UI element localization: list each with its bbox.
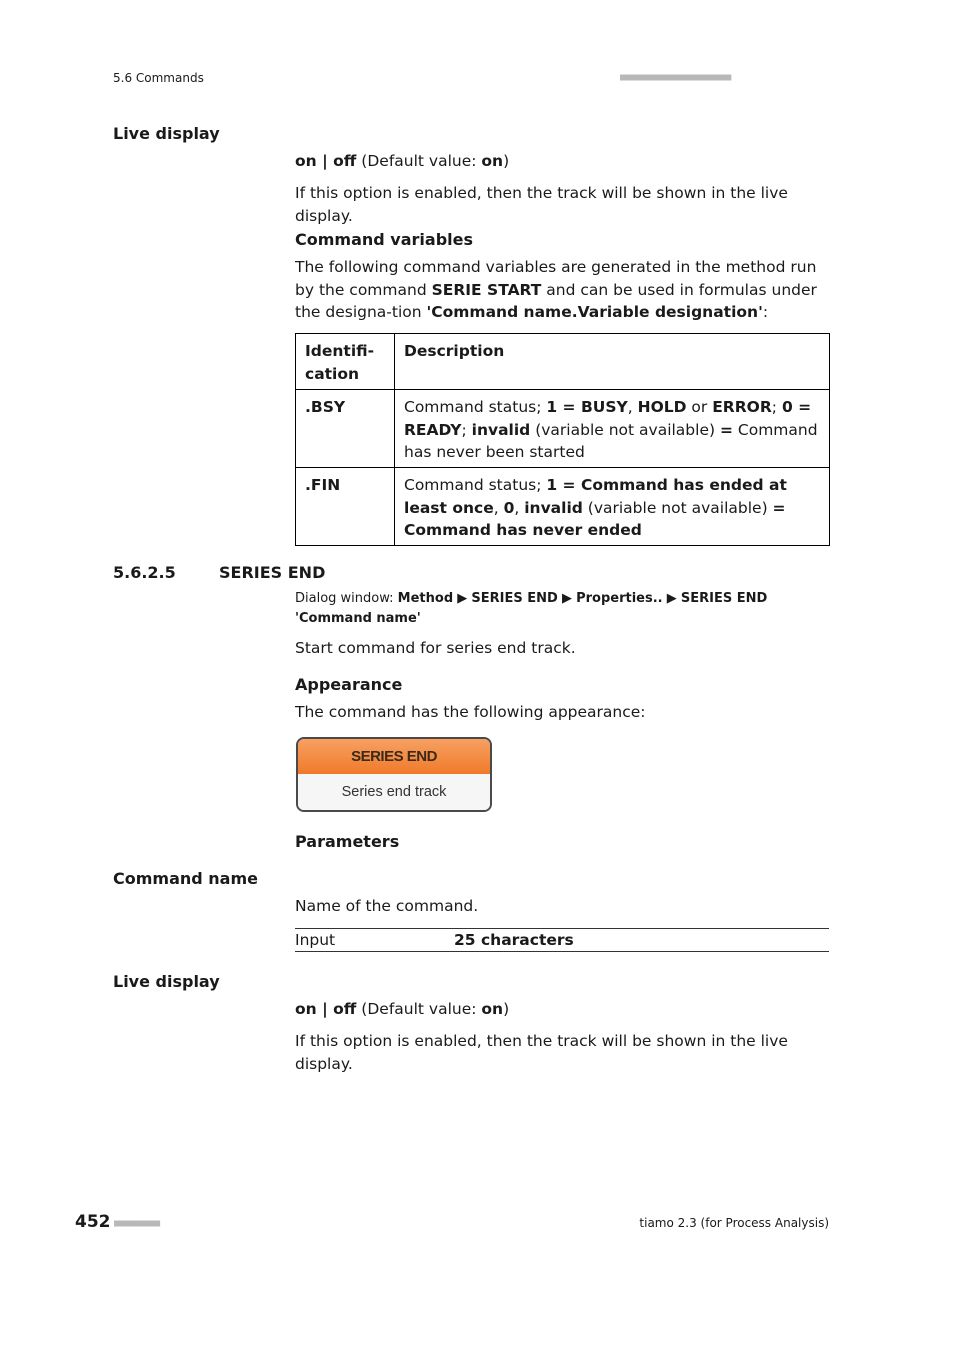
arrow-right-icon: ▶ bbox=[453, 591, 472, 606]
live-display-options: on | off (Default value: on) bbox=[295, 152, 510, 170]
command-variables-table bbox=[295, 333, 830, 546]
arrow-right-icon: ▶ bbox=[662, 591, 681, 606]
command-name-description: Name of the command. bbox=[295, 897, 479, 915]
section-intro: Start command for series end track. bbox=[295, 639, 576, 657]
column-header-identification: Identifi-cation bbox=[296, 334, 395, 390]
footer-decoration: ■■■■■■■■■ bbox=[114, 1218, 160, 1229]
appearance-heading: Appearance bbox=[295, 675, 403, 694]
command-variables-intro: The following command variables are generated in the method run by the command SERIE START and can be used in formulas under the designa-tion 'Command name.Variable designation': bbox=[295, 258, 817, 321]
appearance-description: The command has the following appearance: bbox=[295, 703, 646, 721]
live-display-description: If this option is enabled, then the track will be shown in the live display. bbox=[295, 184, 788, 225]
header-decoration: ■■■■■■■■■■■■■■■■■■■■■■ bbox=[620, 72, 731, 83]
section-number: 5.6.2.5 bbox=[113, 563, 176, 582]
product-name: tiamo 2.3 (for Process Analysis) bbox=[639, 1216, 829, 1230]
variable-description: Command status; 1 = BUSY, HOLD or ERROR; 0 = READY; invalid (variable not available) = Command has never been started bbox=[395, 390, 830, 468]
table-row bbox=[296, 468, 830, 546]
section-title: SERIES END bbox=[219, 563, 326, 582]
variable-id: .BSY bbox=[296, 390, 395, 468]
variable-description: Command status; 1 = Command has ended at least once, 0, invalid (variable not available) = Command has never ended bbox=[395, 468, 830, 546]
page-number: 452 bbox=[75, 1212, 111, 1232]
input-value: 25 characters bbox=[454, 931, 574, 949]
column-header-description: Description bbox=[395, 334, 830, 390]
command-variables-heading: Command variables bbox=[295, 230, 473, 249]
live-display-label: Live display bbox=[113, 124, 220, 143]
command-name-label: Command name bbox=[113, 869, 258, 888]
command-box-title: SERIES END bbox=[298, 739, 490, 774]
input-key: Input bbox=[295, 931, 336, 949]
command-box-subtitle: Series end track bbox=[298, 774, 490, 810]
arrow-right-icon: ▶ bbox=[557, 591, 577, 606]
variable-id: .FIN bbox=[296, 468, 395, 546]
table-header-row bbox=[296, 334, 830, 390]
live-display-label: Live display bbox=[113, 972, 220, 991]
table-row bbox=[296, 390, 830, 468]
series-end-command-box bbox=[296, 737, 492, 812]
dialog-path: Dialog window: Method ▶ SERIES END ▶ Properties.. ▶ SERIES END 'Command name' bbox=[295, 591, 768, 626]
live-display-options: on | off (Default value: on) bbox=[295, 1000, 510, 1018]
command-name-input-spec bbox=[295, 928, 829, 952]
parameters-heading: Parameters bbox=[295, 832, 400, 851]
live-display-description: If this option is enabled, then the track will be shown in the live display. bbox=[295, 1032, 788, 1073]
running-header-section: 5.6 Commands bbox=[113, 71, 204, 85]
